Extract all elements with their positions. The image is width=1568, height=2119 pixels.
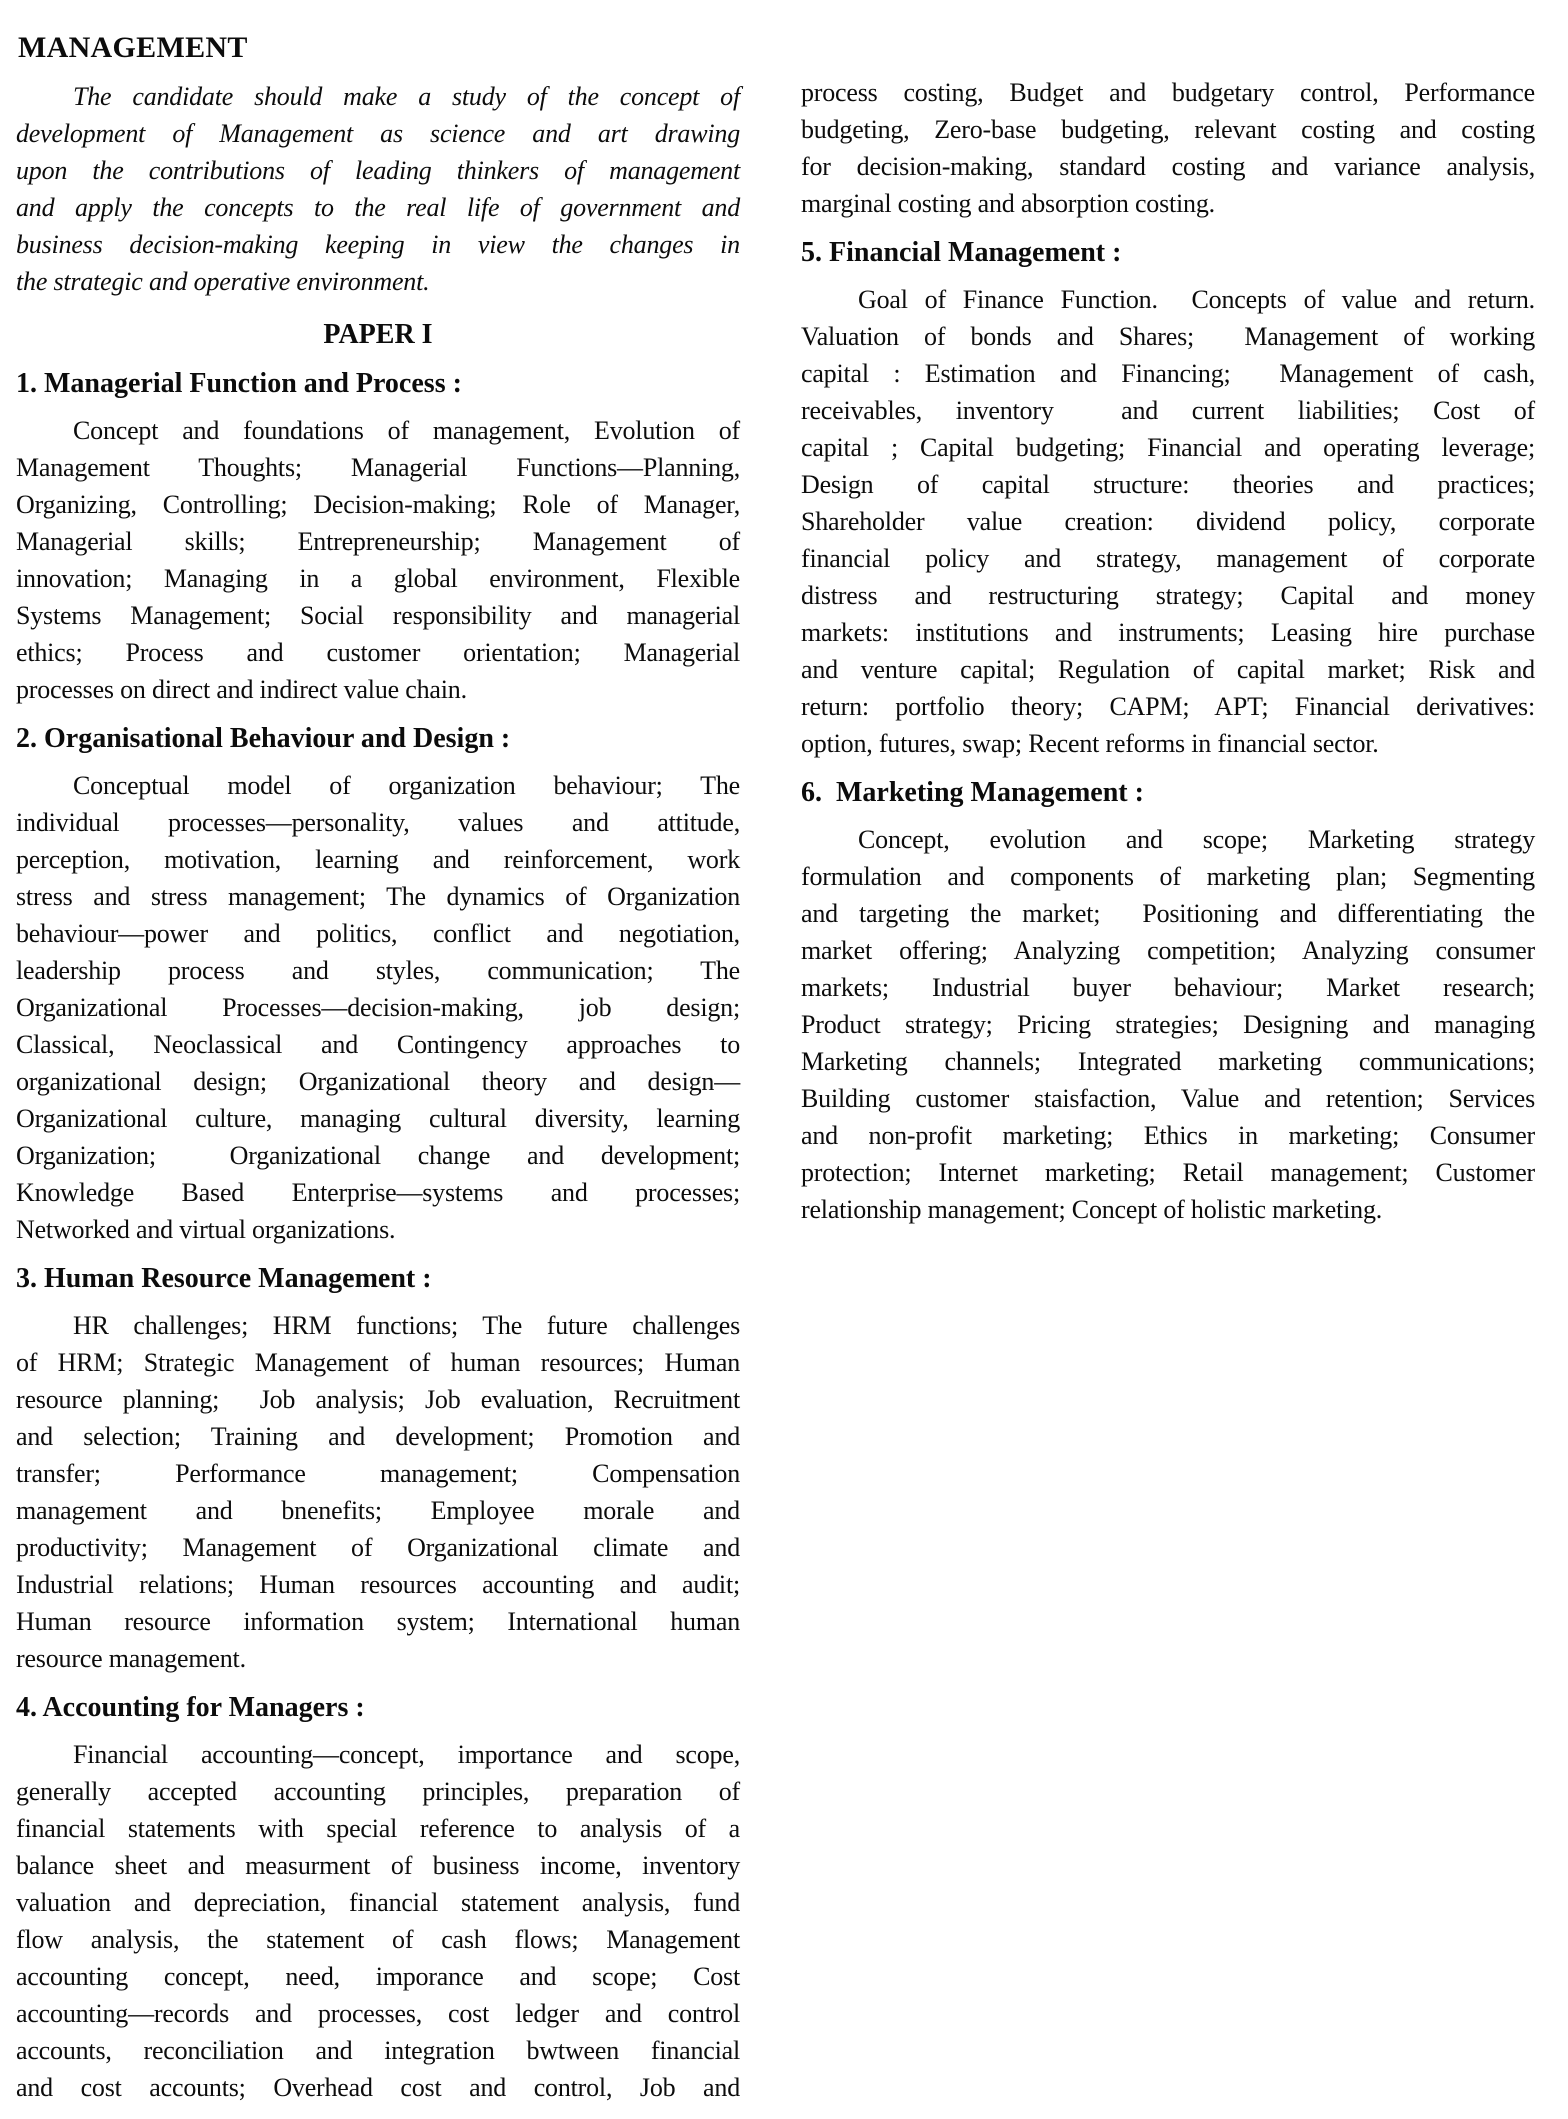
section-paragraph: [16, 1307, 740, 1677]
text-line: and non-profit marketing; Ethics in marketing; Consumer: [801, 1121, 1535, 1150]
section-paragraph: [16, 1736, 740, 2106]
text-line: and venture capital; Regulation of capital market; Risk and: [801, 655, 1535, 684]
text-line: Design of capital structure: theories and practices;: [801, 470, 1535, 499]
text-line: for decision-making, standard costing and variance analysis,: [801, 152, 1535, 181]
text-line: management and bnenefits; Employee morale and: [16, 1496, 740, 1525]
text-line: relationship management; Concept of holistic marketing.: [801, 1195, 1383, 1224]
section-heading: 6. Marketing Management :: [801, 777, 1144, 808]
text-line: individual processes—personality, values and attitude,: [16, 808, 740, 837]
right-column: [801, 74, 1535, 1228]
text-line: flow analysis, the statement of cash flows; Management: [16, 1925, 740, 1954]
text-line: and targeting the market; Positioning and differentiating the: [801, 899, 1535, 928]
text-line: Goal of Finance Function. Concepts of value and return.: [858, 285, 1535, 314]
text-line: generally accepted accounting principles, preparation of: [16, 1777, 740, 1806]
text-line: upon the contributions of leading thinkers of management: [16, 156, 740, 185]
section-paragraph: [801, 281, 1535, 762]
text-line: transfer; Performance management; Compensation: [16, 1459, 740, 1488]
text-line: Product strategy; Pricing strategies; Designing and managing: [801, 1010, 1535, 1039]
text-line: and cost accounts; Overhead cost and control, Job and: [16, 2073, 740, 2102]
text-line: Organizing, Controlling; Decision-making; Role of Manager,: [16, 490, 740, 519]
text-line: Classical, Neoclassical and Contingency approaches to: [16, 1030, 740, 1059]
text-line: Managerial skills; Entrepreneurship; Management of: [16, 527, 740, 556]
text-line: marginal costing and absorption costing.: [801, 189, 1215, 218]
section-paragraph: [16, 767, 740, 1248]
text-line: organizational design; Organizational theory and design—: [16, 1067, 740, 1096]
section-paragraph: [16, 412, 740, 708]
section-heading: 5. Financial Management :: [801, 237, 1122, 268]
left-column: [16, 30, 740, 2106]
text-line: return: portfolio theory; CAPM; APT; Financial derivatives:: [801, 692, 1535, 721]
text-line: Marketing channels; Integrated marketing communications;: [801, 1047, 1535, 1076]
text-line: perception, motivation, learning and reinforcement, work: [16, 845, 740, 874]
text-line: and selection; Training and development; Promotion and: [16, 1422, 740, 1451]
text-line: Management Thoughts; Managerial Functions—Planning,: [16, 453, 740, 482]
text-line: Industrial relations; Human resources accounting and audit;: [16, 1570, 740, 1599]
text-line: capital ; Capital budgeting; Financial and operating leverage;: [801, 433, 1535, 462]
paper-heading: PAPER I: [323, 319, 433, 350]
text-line: of HRM; Strategic Management of human resources; Human: [16, 1348, 740, 1377]
text-line: HR challenges; HRM functions; The future challenges: [73, 1311, 740, 1340]
page-title: MANAGEMENT: [18, 31, 248, 64]
text-line: accounting—records and processes, cost ledger and control: [16, 1999, 740, 2028]
text-line: protection; Internet marketing; Retail management; Customer: [801, 1158, 1535, 1187]
text-line: balance sheet and measurment of business income, inventory: [16, 1851, 740, 1880]
text-line: Organizational Processes—decision-making, job design;: [16, 993, 740, 1022]
text-line: accounting concept, need, imporance and scope; Cost: [16, 1962, 740, 1991]
text-line: resource management.: [16, 1644, 246, 1673]
text-line: Concept, evolution and scope; Marketing strategy: [858, 825, 1535, 854]
text-line: receivables, inventory and current liabilities; Cost of: [801, 396, 1535, 425]
text-line: Shareholder value creation: dividend policy, corporate: [801, 507, 1535, 536]
text-line: budgeting, Zero-base budgeting, relevant costing and costing: [801, 115, 1535, 144]
text-line: formulation and components of marketing plan; Segmenting: [801, 862, 1535, 891]
text-line: financial policy and strategy, management of corporate: [801, 544, 1535, 573]
text-line: stress and stress management; The dynamics of Organization: [16, 882, 740, 911]
text-line: capital : Estimation and Financing; Management of cash,: [801, 359, 1535, 388]
text-line: Organizational culture, managing cultural diversity, learning: [16, 1104, 740, 1133]
text-line: and apply the concepts to the real life of government and: [16, 193, 740, 222]
text-line: the strategic and operative environment.: [16, 267, 430, 296]
text-line: Valuation of bonds and Shares; Management of working: [801, 322, 1535, 351]
section-heading: 3. Human Resource Management :: [16, 1263, 432, 1294]
right-sections: [801, 234, 1535, 1228]
text-line: productivity; Management of Organizational climate and: [16, 1533, 740, 1562]
text-line: Financial accounting—concept, importance and scope,: [73, 1740, 740, 1769]
text-line: distress and restructuring strategy; Capital and money: [801, 581, 1535, 610]
text-line: option, futures, swap; Recent reforms in financial sector.: [801, 729, 1379, 758]
text-line: Human resource information system; International human: [16, 1607, 740, 1636]
text-line: leadership process and styles, communication; The: [16, 956, 740, 985]
section-heading: 4. Accounting for Managers :: [16, 1692, 365, 1723]
section-paragraph: [801, 821, 1535, 1228]
text-line: The candidate should make a study of the concept of: [73, 82, 740, 111]
text-line: processes on direct and indirect value chain.: [16, 675, 467, 704]
text-line: resource planning; Job analysis; Job evaluation, Recruitment: [16, 1385, 740, 1414]
text-line: Building customer staisfaction, Value and retention; Services: [801, 1084, 1535, 1113]
text-line: markets; Industrial buyer behaviour; Market research;: [801, 973, 1535, 1002]
intro-paragraph: [16, 78, 740, 300]
text-line: business decision-making keeping in view the changes in: [16, 230, 740, 259]
text-line: valuation and depreciation, financial statement analysis, fund: [16, 1888, 740, 1917]
text-line: innovation; Managing in a global environment, Flexible: [16, 564, 740, 593]
continuation-paragraph: [801, 74, 1535, 222]
left-sections: [16, 365, 740, 2106]
text-line: Knowledge Based Enterprise—systems and processes;: [16, 1178, 740, 1207]
text-line: behaviour—power and politics, conflict and negotiation,: [16, 919, 740, 948]
section-heading: 2. Organisational Behaviour and Design :: [16, 723, 511, 754]
text-line: development of Management as science and art drawing: [16, 119, 740, 148]
text-line: Conceptual model of organization behaviour; The: [73, 771, 740, 800]
text-line: Networked and virtual organizations.: [16, 1215, 396, 1244]
text-line: financial statements with special reference to analysis of a: [16, 1814, 740, 1843]
text-line: Concept and foundations of management, Evolution of: [73, 416, 740, 445]
text-line: markets: institutions and instruments; Leasing hire purchase: [801, 618, 1535, 647]
text-line: ethics; Process and customer orientation; Managerial: [16, 638, 740, 667]
text-line: accounts, reconciliation and integration bwtween financial: [16, 2036, 740, 2065]
text-line: Systems Management; Social responsibility and managerial: [16, 601, 740, 630]
text-line: Organization; Organizational change and development;: [16, 1141, 740, 1170]
text-line: market offering; Analyzing competition; Analyzing consumer: [801, 936, 1535, 965]
text-line: process costing, Budget and budgetary control, Performance: [801, 78, 1535, 107]
section-heading: 1. Managerial Function and Process :: [16, 368, 462, 399]
